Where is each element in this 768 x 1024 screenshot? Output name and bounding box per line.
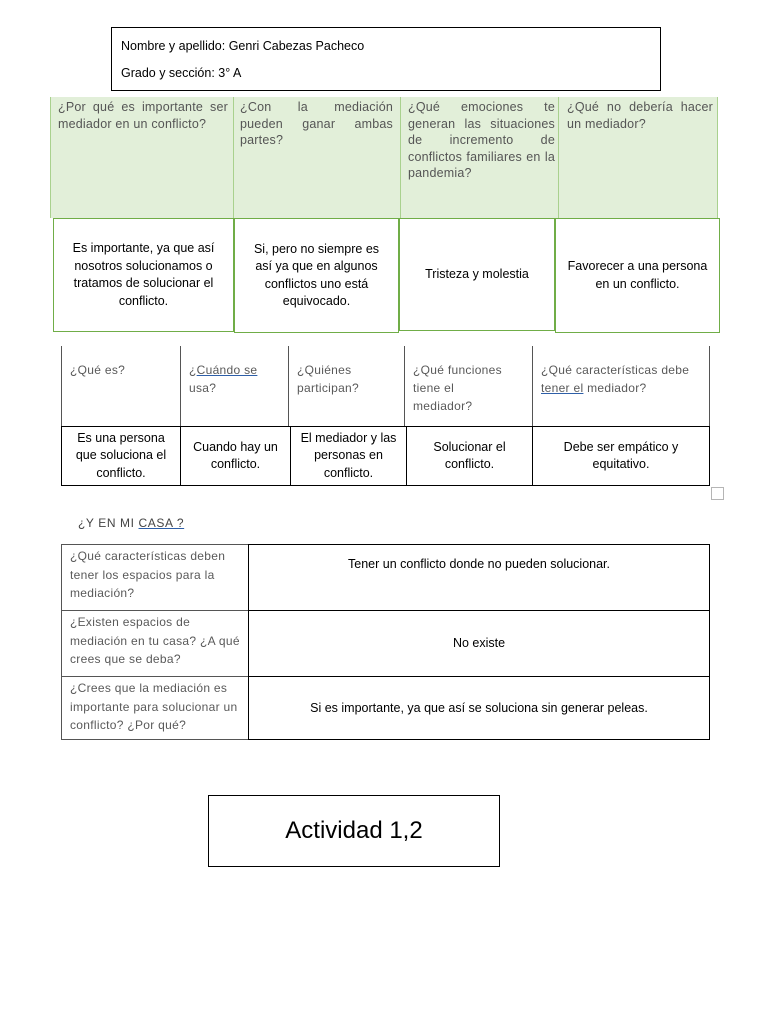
header-mediator-characteristics (532, 346, 710, 426)
question-importance-mediator: ¿Por qué es importante ser mediador en un conflicto? (58, 100, 228, 131)
student-grade: Grado y sección: 3° A (121, 66, 242, 80)
answer-what-is: Es una persona que soluciona el conflicto. (61, 426, 181, 486)
home-answer-mediation-important: Si es importante, ya que así se soluciona sin generar peleas. (248, 676, 710, 740)
column-divider (400, 97, 401, 218)
activity-label: Actividad 1,2 (285, 817, 423, 844)
header-when-used (180, 346, 288, 426)
header-what-is (61, 346, 180, 426)
home-question-spaces-exist: ¿Existen espacios de mediación en tu casa? ¿A qué crees que se deba? (61, 610, 249, 677)
answer-when-used: Cuando hay un conflicto. (180, 426, 291, 486)
header-text: ¿Qué características debe (541, 363, 690, 377)
activity-label-box (208, 795, 500, 867)
header-text: usa? (189, 381, 217, 395)
student-name: Nombre y apellido: Genri Cabezas Pacheco (121, 39, 365, 53)
question-mediator-shouldnt: ¿Qué no debería hacer un mediador? (567, 100, 713, 131)
question-both-win: ¿Con la mediación pueden ganar ambas partes? (240, 100, 393, 147)
column-divider (558, 97, 559, 218)
answer-mediator-shouldnt: Favorecer a una persona en un conflicto. (555, 218, 720, 333)
answer-importance-mediator: Es importante, ya que así nosotros solucionamos o tratamos de solucionar el conflicto. (53, 218, 234, 332)
home-question-space-features: ¿Qué características deben tener los espacios para la mediación? (61, 544, 249, 611)
home-answer-spaces-exist: No existe (248, 610, 710, 677)
section-title (78, 515, 184, 531)
home-question-mediation-important: ¿Crees que la mediación es importante para solucionar un conflicto? ¿Por qué? (61, 676, 249, 740)
small-square-marker (711, 487, 724, 500)
header-text-underlined: tener el (541, 381, 584, 395)
section-title-text: ¿Y EN MI (78, 516, 139, 530)
student-info-box (111, 27, 661, 91)
header-who-participates (288, 346, 404, 426)
section-title-underlined: CASA ? (138, 516, 185, 530)
column-divider (233, 97, 234, 218)
answer-emotions-pandemic: Tristeza y molestia (399, 218, 555, 331)
header-text: mediador? (583, 381, 647, 395)
header-mediator-functions (404, 346, 532, 426)
header-text: ¿Qué es? (70, 363, 126, 377)
answer-mediator-functions: Solucionar el conflicto. (406, 426, 533, 486)
answer-who-participates: El mediador y las personas en conflicto. (290, 426, 407, 486)
home-answer-space-features: Tener un conflicto donde no pueden solucionar. (248, 544, 710, 611)
header-text: ¿ (189, 363, 197, 377)
question-emotions-pandemic: ¿Qué emociones te generan las situaciones de incremento de conflictos familiares en la pandemia? (408, 100, 555, 180)
answer-mediator-characteristics: Debe ser empático y equitativo. (532, 426, 710, 486)
answer-both-win: Si, pero no siempre es así ya que en algunos conflictos uno está equivocado. (234, 218, 399, 333)
header-text-underlined: Cuándo se (196, 363, 258, 377)
header-text: ¿Quiénes participan? (297, 363, 360, 395)
header-text: ¿Qué funciones tiene el mediador? (413, 363, 502, 413)
